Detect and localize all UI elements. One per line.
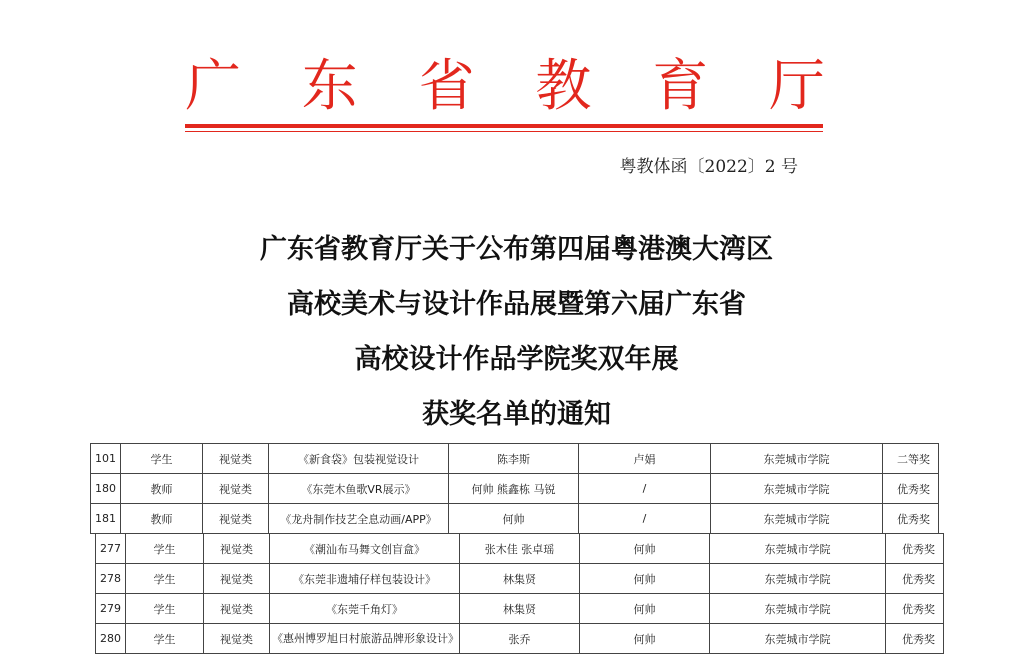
cell-work: 《东莞非遗埔仔样包装设计》 bbox=[270, 564, 460, 594]
cell-author: 林集贤 bbox=[460, 564, 580, 594]
letterhead-char: 广 bbox=[185, 54, 241, 119]
cell-index: 278 bbox=[96, 564, 126, 594]
cell-award: 优秀奖 bbox=[886, 534, 944, 564]
letterhead-char: 厅 bbox=[768, 54, 825, 119]
cell-role: 学生 bbox=[126, 534, 204, 564]
cell-author: 何帅 bbox=[449, 504, 579, 534]
document-number: 粤教体函〔2022〕2 号 bbox=[619, 157, 798, 177]
cell-author: 张乔 bbox=[460, 624, 580, 654]
cell-work: 《龙舟制作技艺全息动画/APP》 bbox=[269, 504, 449, 534]
cell-role: 学生 bbox=[126, 564, 204, 594]
cell-work: 《惠州博罗旭日村旅游品牌形象设计》 bbox=[270, 624, 460, 654]
award-table-excerpt-1 bbox=[90, 443, 938, 534]
cell-advisor: 何帅 bbox=[580, 534, 710, 564]
cell-role: 学生 bbox=[121, 444, 203, 474]
cell-school: 东莞城市学院 bbox=[711, 474, 883, 504]
cell-award: 优秀奖 bbox=[886, 594, 944, 624]
letterhead-rule-thick bbox=[185, 124, 823, 128]
cell-category: 视觉类 bbox=[204, 534, 270, 564]
award-table-excerpt-2 bbox=[95, 533, 943, 654]
cell-school: 东莞城市学院 bbox=[711, 444, 883, 474]
cell-role: 教师 bbox=[121, 474, 203, 504]
letterhead-rule-thin bbox=[185, 131, 823, 132]
cell-author: 何帅 熊鑫栋 马锐 bbox=[449, 474, 579, 504]
cell-index: 279 bbox=[96, 594, 126, 624]
cell-category: 视觉类 bbox=[204, 564, 270, 594]
notice-title-line: 广东省教育厅关于公布第四届粤港澳大湾区 bbox=[260, 234, 773, 265]
cell-index: 277 bbox=[96, 534, 126, 564]
cell-award: 优秀奖 bbox=[886, 564, 944, 594]
cell-award: 优秀奖 bbox=[886, 624, 944, 654]
table-row bbox=[91, 474, 939, 504]
cell-author: 张木佳 张卓瑶 bbox=[460, 534, 580, 564]
cell-work: 《新食袋》包装视觉设计 bbox=[269, 444, 449, 474]
cell-school: 东莞城市学院 bbox=[711, 504, 883, 534]
cell-author: 陈李斯 bbox=[449, 444, 579, 474]
letterhead-char: 教 bbox=[535, 54, 592, 119]
letterhead-char: 育 bbox=[652, 54, 709, 119]
cell-role: 教师 bbox=[121, 504, 203, 534]
cell-school: 东莞城市学院 bbox=[710, 624, 886, 654]
table-row bbox=[91, 444, 939, 474]
cell-award: 二等奖 bbox=[883, 444, 939, 474]
cell-school: 东莞城市学院 bbox=[710, 534, 886, 564]
table-row bbox=[91, 504, 939, 534]
cell-advisor: 何帅 bbox=[580, 564, 710, 594]
cell-role: 学生 bbox=[126, 594, 204, 624]
notice-title-line: 高校设计作品学院奖双年展 bbox=[354, 344, 679, 375]
cell-category: 视觉类 bbox=[203, 444, 269, 474]
cell-work: 《潮汕布马舞文创盲盒》 bbox=[270, 534, 460, 564]
cell-work: 《东莞木鱼歌VR展示》 bbox=[269, 474, 449, 504]
cell-work: 《东莞千角灯》 bbox=[270, 594, 460, 624]
cell-role: 学生 bbox=[126, 624, 204, 654]
cell-advisor: 卢娟 bbox=[579, 444, 711, 474]
notice-title-line: 获奖名单的通知 bbox=[422, 399, 611, 430]
cell-index: 280 bbox=[96, 624, 126, 654]
cell-advisor: / bbox=[579, 504, 711, 534]
cell-author: 林集贤 bbox=[460, 594, 580, 624]
letterhead-char: 东 bbox=[301, 54, 358, 119]
cell-index: 101 bbox=[91, 444, 121, 474]
table-row bbox=[96, 564, 944, 594]
cell-advisor: 何帅 bbox=[580, 594, 710, 624]
notice-title-line: 高校美术与设计作品展暨第六届广东省 bbox=[287, 289, 746, 320]
cell-award: 优秀奖 bbox=[883, 474, 939, 504]
cell-school: 东莞城市学院 bbox=[710, 564, 886, 594]
cell-category: 视觉类 bbox=[204, 624, 270, 654]
cell-category: 视觉类 bbox=[204, 594, 270, 624]
table-row bbox=[96, 534, 944, 564]
cell-award: 优秀奖 bbox=[883, 504, 939, 534]
cell-advisor: / bbox=[579, 474, 711, 504]
cell-index: 181 bbox=[91, 504, 121, 534]
cell-category: 视觉类 bbox=[203, 474, 269, 504]
table-row bbox=[96, 624, 944, 654]
cell-advisor: 何帅 bbox=[580, 624, 710, 654]
cell-school: 东莞城市学院 bbox=[710, 594, 886, 624]
table-row bbox=[96, 594, 944, 624]
letterhead-char: 省 bbox=[418, 54, 475, 119]
letterhead-title bbox=[185, 52, 825, 122]
cell-index: 180 bbox=[91, 474, 121, 504]
cell-category: 视觉类 bbox=[203, 504, 269, 534]
